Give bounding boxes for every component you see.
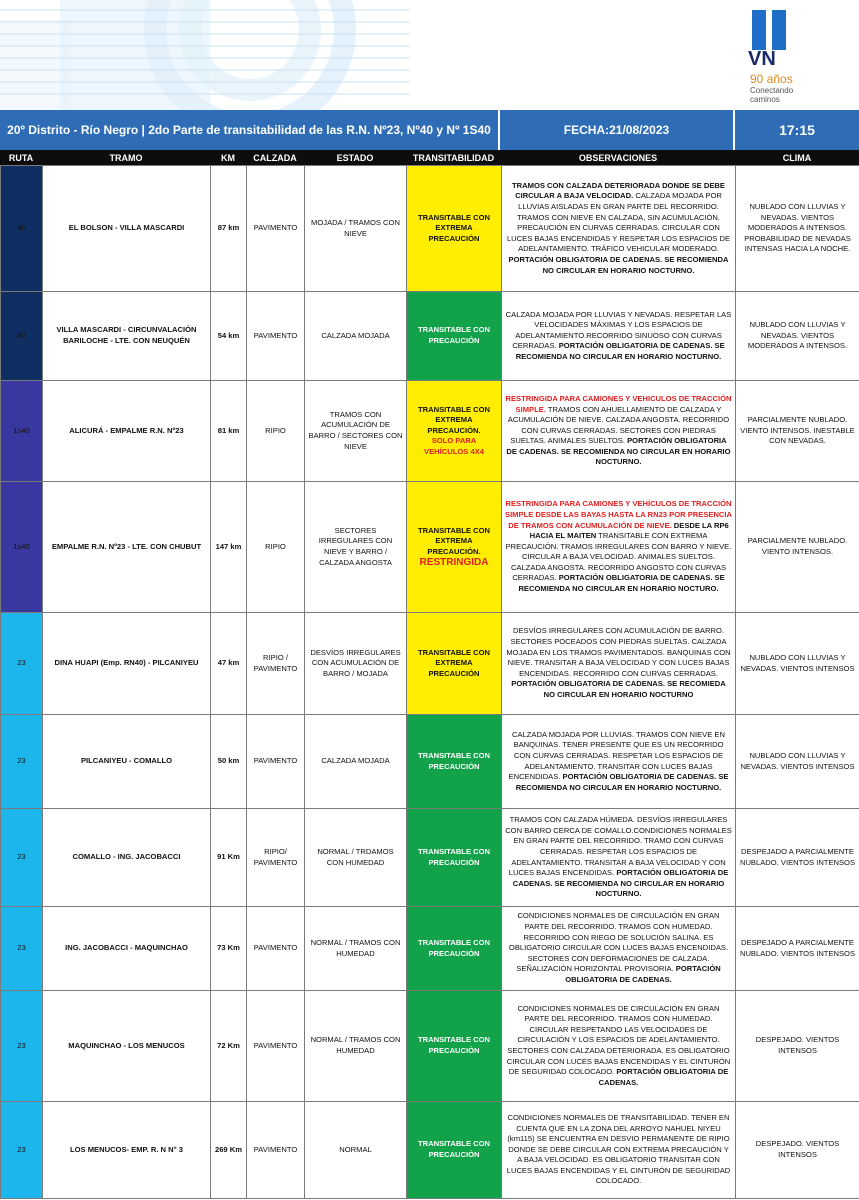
- clima-cell: DESPEJADO A PARCIALMENTE NUBLADO. VIENTOS INTENSOS: [736, 907, 859, 991]
- transitability-table: [0, 165, 859, 1199]
- col-ruta: RUTA: [8, 152, 34, 163]
- observaciones-segment: CONDICIONES NORMALES DE CIRCULACIÓN EN GRAN PARTE DEL RECORRIDO. TRAMOS CON HUMEDAD. RECORRIDO CON RIEGO DE SOLUCIÓN SALINA. ES OBLIGATORIO CIRCULAR CON LUCES BAJAS ENCENDIDAS. SECTORES CON DEFORMACIONES DE CALZADA. SEÑALIZACIÓN HORIZONTAL PROVISORIA.: [508, 911, 729, 974]
- transitabilidad-label: TRANSITABLE CON PRECAUCIÓN: [418, 937, 490, 958]
- observaciones-cell: [502, 991, 736, 1102]
- logo-anos: 90 años: [750, 72, 793, 86]
- observaciones-segment: TRAMOS CON AHUELLAMIENTO DE CALZADA Y ACUMULACIÓN DE NIEVE. CALZADA ANGOSTA. RECORRIDO CON CURVAS CERRADAS. SECTORES CON PIEDRAS SUELTAS. ANIMALES SUELTOS.: [507, 404, 730, 446]
- transitabilidad-label: TRANSITABLE CON EXTREMA PRECAUCIÓN: [418, 212, 490, 243]
- clima-cell: DESPEJADO A PARCIALMENTE NUBLADO. VIENTOS INTENSOS: [736, 809, 859, 907]
- transitabilidad-cell: [407, 166, 502, 292]
- observaciones-segment: TRAMOS CON CALZADA DETERIORADA DONDE SE DEBE CIRCULAR A BAJA VELOCIDAD.: [512, 180, 725, 201]
- transitabilidad-cell: [407, 907, 502, 991]
- estado-cell: NORMAL: [305, 1102, 407, 1199]
- ruta-cell: 23: [1, 809, 43, 907]
- tramo-cell: ING. JACOBACCI - MAQUINCHAO: [43, 907, 211, 991]
- observaciones-segment: PORTACIÓN OBLIGATORIA DE CADENAS. SE RECOMIEDA NO CIRCULAR EN HORARIO NOCTURNO: [511, 679, 726, 699]
- calzada-cell: RIPIO/ PAVIMENTO: [247, 809, 305, 907]
- clima-cell: PARCIALMENTE NUBLADO. VIENTO INTENSOS.: [736, 482, 859, 613]
- ruta-cell: 23: [1, 613, 43, 715]
- vialidad-nacional-logo: [742, 8, 842, 108]
- km-cell: 87 km: [211, 166, 247, 292]
- estado-cell: DESVÍOS IRREGULARES CON ACUMULACIÓN DE BARRO / MOJADA: [305, 613, 407, 715]
- estado-cell: NORMAL / TRAMOS CON HUMEDAD: [305, 991, 407, 1102]
- ruta-cell: 23: [1, 991, 43, 1102]
- table-row: [1, 809, 859, 907]
- estado-cell: MOJADA / TRAMOS CON NIEVE: [305, 166, 407, 292]
- observaciones-segment: CALZADA MOJADA POR LLUVIAS. TRAMOS CON NIEVE EN BANQUINAS. TENER PRESENTE QUE ES UN RECORRIDO CON CURVAS CERRADAS. RESPETAR LOS ESPACIOS DE ADELANTAMIENTO. TRANSITAR CON LUCES BAJAS ENCENDIDAS.: [508, 729, 725, 782]
- observaciones-segment: TRANSITABLE CON EXTREMA PRECAUCIÓN. TRAMOS IRREGULARES CON BARRO Y NIEVE. CIRCULAR A BAJA VELOCIDAD. ANIMALES SUELTOS. CALZADA ANGOSTA. RECORRIDO ANGOSTO CON CURVAS CERRADAS.: [505, 531, 732, 583]
- decorative-graphic: [0, 0, 430, 110]
- observaciones-cell: [502, 381, 736, 482]
- tramo-cell: DINA HUAPI (Emp. RN40) - PILCANIYEU: [43, 613, 211, 715]
- estado-cell: NORMAL / TRAMOS CON HUMEDAD: [305, 907, 407, 991]
- table-row: [1, 907, 859, 991]
- km-cell: 81 km: [211, 381, 247, 482]
- transitabilidad-cell: [407, 292, 502, 381]
- calzada-cell: RIPIO / PAVIMENTO: [247, 613, 305, 715]
- observaciones-segment: RESTRINGIDA PARA CAMIONES Y VEHÍCULOS DE TRACCIÓN SIMPLE DESDE LAS BAYAS HASTA LA RN23 POR PRESENCIA DE TRAMOS CON ACUMULACIÓN DE NIEVE.: [505, 499, 733, 530]
- table-row: [1, 613, 859, 715]
- estado-cell: TRAMOS CON ACUMULACIÓN DE BARRO / SECTORES CON NIEVE: [305, 381, 407, 482]
- header-banner: [0, 0, 859, 110]
- ruta-cell: 1s40: [1, 482, 43, 613]
- table-row: [1, 166, 859, 292]
- calzada-cell: PAVIMENTO: [247, 166, 305, 292]
- column-headers: [0, 150, 859, 165]
- col-km: KM: [221, 152, 235, 163]
- observaciones-segment: DESDE LA RP6 HACIA EL MAITEN: [529, 520, 729, 541]
- table-row: [1, 381, 859, 482]
- km-cell: 50 km: [211, 715, 247, 809]
- km-cell: 73 Km: [211, 907, 247, 991]
- col-tramo: TRAMO: [109, 152, 143, 163]
- report-date: FECHA:21/08/2023: [500, 110, 735, 150]
- clima-cell: DESPEJADO. VIENTOS INTENSOS: [736, 1102, 859, 1199]
- km-cell: 269 Km: [211, 1102, 247, 1199]
- transitabilidad-label: TRANSITABLE CON EXTREMA PRECAUCIÓN.: [418, 525, 490, 556]
- calzada-cell: PAVIMENTO: [247, 1102, 305, 1199]
- observaciones-segment: CONDICIONES NORMALES DE TRANSITABILIDAD. TENER EN CUENTA QUE EN LA ZONA DEL ARROYO NAHUEL NIYEU (km115) SE ENCUENTRA EN DESVIO PERMANENTE DE RIPIO DONDE SE DEBE CIRCULAR CON EXTREMA PRECAUCIÓN Y A BAJA VELOCIDAD. ES OBLIGATORIO TRANSITAR CON LUCES BAJAS ENCENDIDAS Y EL CINTURÓN DE SEGURIDAD COLOCADO.: [506, 1112, 731, 1186]
- tramo-cell: LOS MENUCOS- EMP. R. N N° 3: [43, 1102, 211, 1199]
- transitabilidad-label: TRANSITABLE CON EXTREMA PRECAUCIÓN: [418, 647, 490, 678]
- transitabilidad-label: TRANSITABLE CON PRECAUCIÓN: [418, 846, 490, 867]
- logo-brand: VN: [748, 48, 776, 70]
- tramo-cell: PILCANIYEU - COMALLO: [43, 715, 211, 809]
- transitabilidad-cell: [407, 809, 502, 907]
- observaciones-cell: [502, 715, 736, 809]
- calzada-cell: PAVIMENTO: [247, 991, 305, 1102]
- transitabilidad-extra: SOLO PARA VEHÍCULOS 4X4: [424, 436, 484, 456]
- logo-bars-icon: [750, 10, 788, 50]
- clima-cell: NUBLADO CON LLUVIAS Y NEVADAS. VIENTOS INTENSOS: [736, 715, 859, 809]
- calzada-cell: RIPIO: [247, 381, 305, 482]
- transitabilidad-label: TRANSITABLE CON PRECAUCIÓN: [418, 750, 490, 771]
- observaciones-cell: [502, 292, 736, 381]
- km-cell: 54 km: [211, 292, 247, 381]
- calzada-cell: RIPIO: [247, 482, 305, 613]
- observaciones-segment: TRAMOS CON CALZADA HÚMEDA. DESVÍOS IRREGULARES CON BARRO CERCA DE COMALLO.CONDICIONES NORMALES EN GRAN PARTE DEL RECORRIDO. TRAMO CON CURVAS CERRADAS. RESPETAR LOS ESPACIOS DE ADELANTAMIENTO. TRANSITAR A BAJA VELOCIDAD Y CON LUCES BAJAS ENCENDIDAS.: [505, 815, 732, 878]
- km-cell: 72 Km: [211, 991, 247, 1102]
- observaciones-segment: RESTRINGIDA PARA CAMIONES Y VEHICULOS DE TRACCIÓN SIMPLE.: [505, 393, 732, 414]
- transitabilidad-label: TRANSITABLE CON EXTREMA PRECAUCIÓN.: [418, 404, 490, 435]
- tramo-cell: EL BOLSON - VILLA MASCARDI: [43, 166, 211, 292]
- observaciones-segment: PORTACIÓN OBLIGATORIA DE CADENAS. SE RECOMIENDA NO CIRCULAR EN HORARIO NOCTURNO.: [506, 436, 731, 467]
- tramo-cell: COMALLO - ING. JACOBACCI: [43, 809, 211, 907]
- observaciones-segment: PORTACIÓN OBLIGATORIA DE CADENAS.: [565, 964, 721, 984]
- table-row: [1, 715, 859, 809]
- transitabilidad-cell: [407, 715, 502, 809]
- estado-cell: CALZADA MOJADA: [305, 292, 407, 381]
- ruta-cell: 23: [1, 1102, 43, 1199]
- ruta-cell: 40: [1, 292, 43, 381]
- calzada-cell: PAVIMENTO: [247, 715, 305, 809]
- calzada-cell: PAVIMENTO: [247, 907, 305, 991]
- observaciones-segment: CALZADA MOJADA POR LLUVIAS AISLADAS EN GRAN PARTE DEL RECORRIDO. TRAMOS CON NIEVE EN CALZADA, SIN ACUMULACIÓN. PRECAUCIÓN EN CURVAS CERRADAS. CIRCULAR CON LUCES BAJAS ENCENDIDAS Y RESPETAR LOS ESPACIOS DE ADELANTAMIENTO. TRÁFICO VEHICULAR MODERADO.: [506, 191, 731, 254]
- ruta-cell: 40: [1, 166, 43, 292]
- observaciones-segment: PORTACIÓN OBLIGATORIA DE CADENAS.: [598, 1067, 729, 1087]
- transitabilidad-cell: [407, 1102, 502, 1199]
- clima-cell: NUBLADO CON LLUVIAS Y NEVADAS. VIENTOS MODERADOS A INTENSOS. PROBABILIDAD DE NEVADAS INTENSAS HACIA LA NOCHE.: [736, 166, 859, 292]
- observaciones-cell: [502, 166, 736, 292]
- report-time: 17:15: [735, 110, 859, 150]
- tramo-cell: VILLA MASCARDI - CIRCUNVALACIÓN BARILOCHE - LTE. CON NEUQUÉN: [43, 292, 211, 381]
- calzada-cell: PAVIMENTO: [247, 292, 305, 381]
- observaciones-segment: CONDICIONES NORMALES DE CIRCULACIÓN EN GRAN PARTE DEL RECORRIDO. TRAMOS CON HUMEDAD. CIRCULAR RESPETANDO LAS VELOCIDADES DE CIRCULACIÓN Y LOS ESPACIOS DE ADELANTAMIENTO. SECTORES CON CALZADA DETERIORADA. ES OBLIGATORIO CIRCULAR CON LUCES BAJAS ENCENDIDAS Y EL CINTURÓN DE SEGURIDAD COLOCADO.: [506, 1003, 731, 1077]
- report-title: 20º Distrito - Río Negro | 2do Parte de transitabilidad de las R.N. Nº23, Nº40 y Nº 1S40: [0, 110, 500, 150]
- clima-cell: NUBLADO CON LLUVIAS Y NEVADAS. VIENTOS MODERADOS A INTENSOS.: [736, 292, 859, 381]
- ruta-cell: 23: [1, 715, 43, 809]
- km-cell: 147 km: [211, 482, 247, 613]
- transitabilidad-cell: [407, 613, 502, 715]
- observaciones-cell: [502, 482, 736, 613]
- tramo-cell: EMPALME R.N. Nº23 - LTE. CON CHUBUT: [43, 482, 211, 613]
- estado-cell: CALZADA MOJADA: [305, 715, 407, 809]
- ruta-cell: 23: [1, 907, 43, 991]
- observaciones-cell: [502, 613, 736, 715]
- table-row: [1, 1102, 859, 1199]
- km-cell: 91 Km: [211, 809, 247, 907]
- estado-cell: NORMAL / TRDAMOS CON HUMEDAD: [305, 809, 407, 907]
- observaciones-segment: PORTACIÓN OBLIGATORIA DE CADENAS. SE RECOMIENDA NO CIRCULAR EN HORARIO NOCTURNO.: [515, 772, 729, 792]
- ruta-cell: 1s40: [1, 381, 43, 482]
- transitabilidad-cell: [407, 482, 502, 613]
- table-row: [1, 482, 859, 613]
- observaciones-segment: CALZADA MOJADA POR LLUVIAS Y NEVADAS. RESPETAR LAS VELOCIDADES MÁXIMAS Y LOS ESPACIOS DE ADELANTAMIENTO.RECORRIDO SINUOSO CON CURVAS CERRADAS.: [505, 309, 732, 351]
- observaciones-cell: [502, 1102, 736, 1199]
- col-transitabilidad: TRANSITABILIDAD: [412, 152, 495, 163]
- clima-cell: DESPEJADO. VIENTOS INTENSOS: [736, 991, 859, 1102]
- observaciones-segment: PORTACIÓN OBLIGATORIA DE CADENAS. SE RECOMIENDA NO CIRCULAR EN HORARIO NOCTURNO.: [515, 341, 725, 361]
- transitabilidad-label: TRANSITABLE CON PRECAUCIÓN: [418, 1139, 490, 1159]
- observaciones-segment: DESVÍOS IRREGULARES CON ACUMULACIÓN DE BARRO. SECTORES POCEADOS CON PIEDRAS SUELTAS. CALZADA MOJADA EN LOS TRAMOS PAVIMENTADOS. BANQUINAS CON NIEVE. TRANSITAR A BAJA VELOCIDAD Y CON LUCES BAJAS ENCENDIDAS. RECORRIDO CON CURVAS CERRADAS.: [506, 626, 731, 678]
- col-calzada: CALZADA: [253, 152, 297, 163]
- observaciones-segment: PORTACIÓN OBLIGATORIA DE CADENAS. SE RECOMIENDA NO CIRCULAR EN HORARIO NOCTURNO.: [508, 254, 729, 275]
- tramo-cell: MAQUINCHAO - LOS MENUCOS: [43, 991, 211, 1102]
- km-cell: 47 km: [211, 613, 247, 715]
- clima-cell: PARCIALMENTE NUBLADO. VIENTO INTENSOS. INESTABLE CON NEVADAS.: [736, 381, 859, 482]
- transitabilidad-label: TRANSITABLE CON PRECAUCIÓN: [418, 325, 490, 345]
- observaciones-cell: [502, 907, 736, 991]
- col-observaciones: OBSERVACIONES: [578, 152, 658, 163]
- col-estado: ESTADO: [336, 152, 374, 163]
- clima-cell: NUBLADO CON LLUVIAS Y NEVADAS. VIENTOS INTENSOS: [736, 613, 859, 715]
- transitabilidad-cell: [407, 991, 502, 1102]
- observaciones-segment: PORTACIÓN OBLIGATORIA DE CADENAS. SE RECOMIENDA NO CIRCULAR EN HORARIO NOCTURNO.: [512, 868, 729, 899]
- observaciones-cell: [502, 809, 736, 907]
- transitabilidad-label: TRANSITABLE CON PRECAUCIÓN: [418, 1035, 490, 1055]
- title-bar: [0, 110, 859, 150]
- observaciones-segment: PORTACIÓN OBLIGATORIA DE CADENAS. SE RECOMIENDA NO CIRCULAR EN HORARIO NOCTURO.: [518, 573, 725, 594]
- transitabilidad-extra: RESTRINGIDA: [419, 556, 489, 568]
- table-row: [1, 292, 859, 381]
- col-clima: CLIMA: [782, 152, 812, 163]
- logo-tagline: Conectando caminos: [750, 86, 794, 104]
- estado-cell: SECTORES IRREGULARES CON NIEVE Y BARRO / CALZADA ANGOSTA: [305, 482, 407, 613]
- table-row: [1, 991, 859, 1102]
- tramo-cell: ALICURÁ - EMPALME R.N. Nº23: [43, 381, 211, 482]
- transitabilidad-cell: [407, 381, 502, 482]
